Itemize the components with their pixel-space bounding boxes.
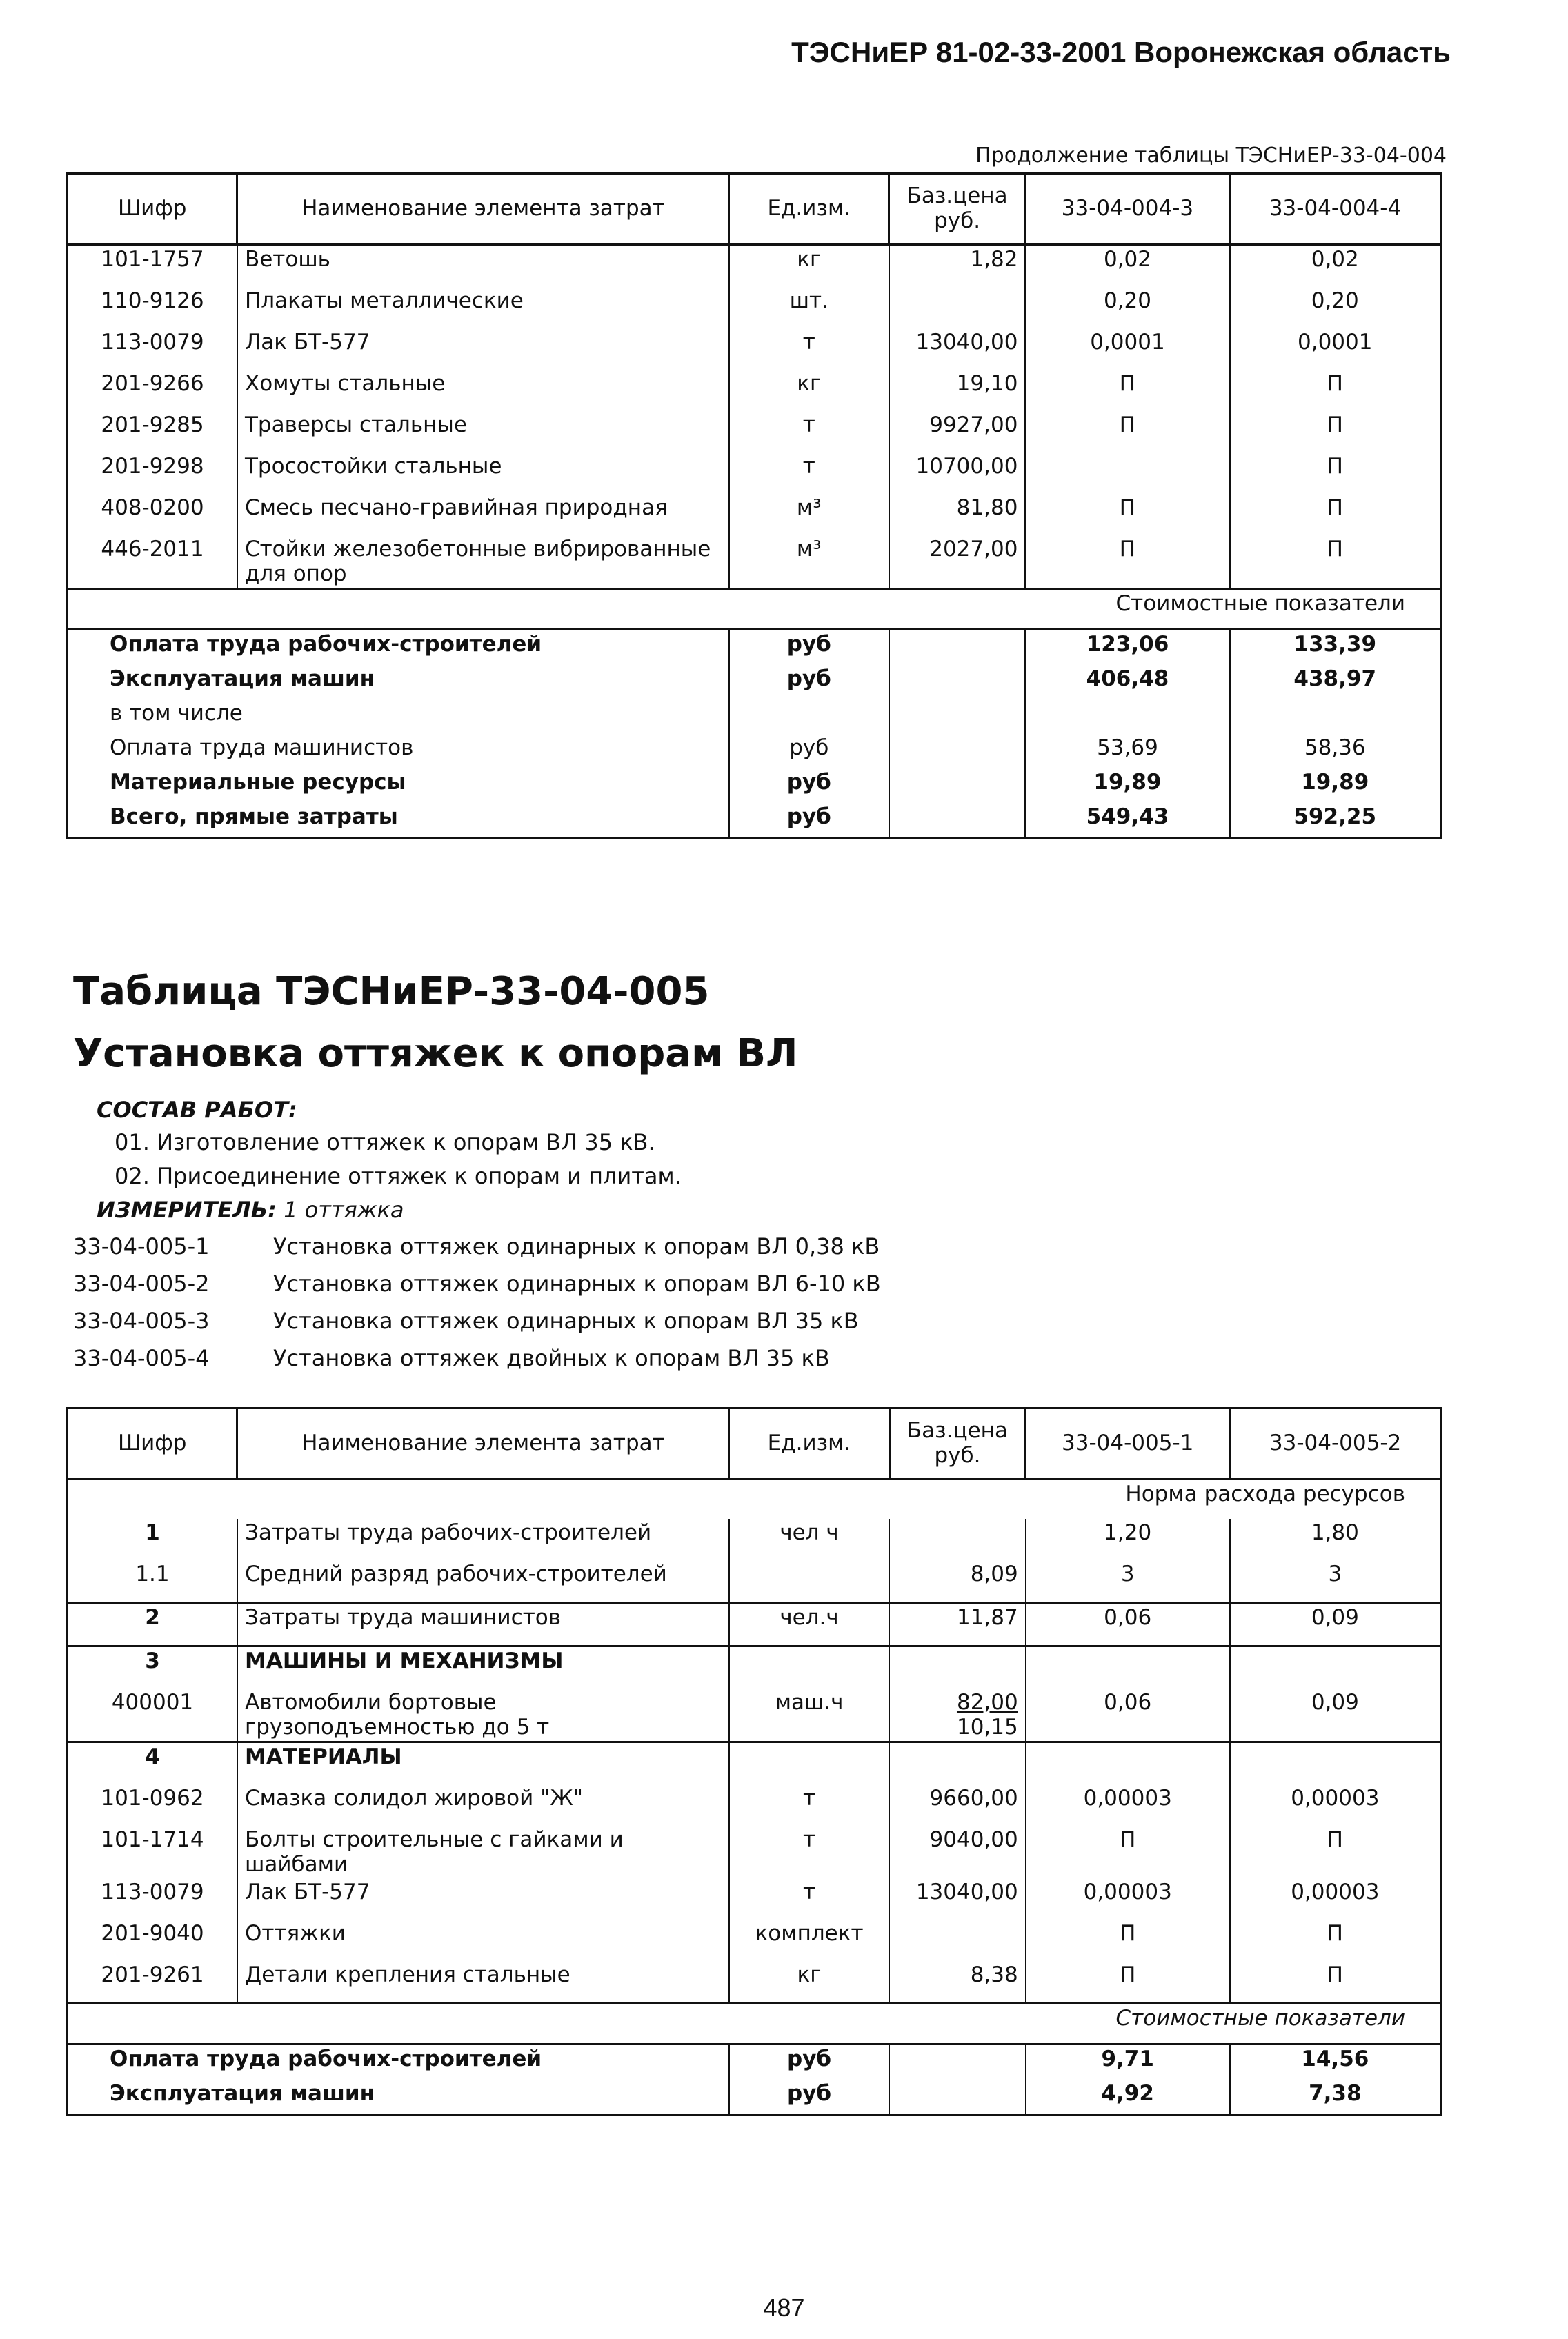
col-header-unit: Ед.изм. — [729, 174, 889, 245]
cost-indicators-label — [68, 589, 1441, 630]
table-row — [68, 245, 1441, 288]
cost-row — [68, 2044, 1441, 2080]
row-unit: т — [729, 411, 889, 452]
row-code: 446-2011 — [68, 535, 237, 589]
row-price — [889, 1689, 1026, 1742]
table-row — [68, 370, 1441, 411]
row-name: Лак БТ-577 — [237, 328, 729, 370]
row-unit: кг — [729, 1961, 889, 2004]
work-composition-label: СОСТАВ РАБОТ: — [97, 1097, 297, 1123]
row-code: 101-0962 — [68, 1784, 237, 1826]
row-value-1: П — [1025, 411, 1229, 452]
norm-item — [73, 1233, 880, 1260]
col-header-name: Наименование элемента затрат — [237, 1409, 729, 1480]
table-row — [68, 1519, 1441, 1560]
row-value-2: 0,02 — [1230, 245, 1441, 288]
table-row — [68, 1742, 1441, 1785]
row-value-1: 0,00003 — [1026, 1784, 1230, 1826]
cost-indicators-label-text: Стоимостные показатели — [68, 589, 1441, 630]
work-step: 02. Присоединение оттяжек к опорам и плитам. — [115, 1163, 682, 1189]
table-row — [68, 452, 1441, 494]
row-name: Оттяжки — [237, 1920, 729, 1961]
norm-item — [73, 1345, 830, 1371]
row-value-2: П — [1230, 1826, 1441, 1878]
row-price: 11,87 — [889, 1603, 1026, 1646]
row-code: 1 — [68, 1519, 237, 1560]
table-row — [68, 411, 1441, 452]
measure-unit — [97, 1197, 404, 1223]
table-row — [68, 494, 1441, 535]
norm-item-code: 33-04-005-1 — [73, 1233, 210, 1260]
row-code: 101-1757 — [68, 245, 237, 288]
table-row — [68, 1878, 1441, 1920]
cost-row — [68, 2080, 1441, 2116]
cost-value-2 — [1230, 699, 1441, 734]
resource-table-33-04-005 — [66, 1407, 1442, 2116]
cost-price-empty — [889, 803, 1026, 839]
row-name: Смесь песчано-гравийная природная — [237, 494, 729, 535]
row-name: Ветошь — [237, 245, 729, 288]
table-row — [68, 1603, 1441, 1646]
row-code: 201-9298 — [68, 452, 237, 494]
row-unit: кг — [729, 370, 889, 411]
row-price — [889, 1920, 1026, 1961]
table-row — [68, 1689, 1441, 1742]
row-price: 81,80 — [889, 494, 1026, 535]
row-unit: комплект — [729, 1920, 889, 1961]
row-value-1 — [1025, 452, 1229, 494]
row-value-2: 0,09 — [1230, 1603, 1441, 1646]
row-unit: чел.ч — [729, 1603, 889, 1646]
cost-name: Эксплуатация машин — [68, 2080, 729, 2116]
row-value-2: 0,00003 — [1230, 1878, 1441, 1920]
row-value-1: 1,20 — [1026, 1519, 1230, 1560]
cost-value-1: 123,06 — [1025, 630, 1229, 666]
norm-item-code: 33-04-005-3 — [73, 1308, 210, 1334]
row-value-2: 0,20 — [1230, 287, 1441, 328]
cost-row — [68, 665, 1441, 699]
cost-value-1 — [1025, 699, 1229, 734]
row-price: 10700,00 — [889, 452, 1026, 494]
row-price: 19,10 — [889, 370, 1026, 411]
cost-value-1: 9,71 — [1026, 2044, 1230, 2080]
row-value-1: 0,02 — [1025, 245, 1229, 288]
row-price: 13040,00 — [889, 1878, 1026, 1920]
table-row — [68, 535, 1441, 589]
col-header-variant-1: 33-04-004-3 — [1025, 174, 1229, 245]
norm-item-text: Установка оттяжек одинарных к опорам ВЛ 0,38 кВ — [273, 1233, 880, 1260]
cost-name: Оплата труда рабочих-строителей — [68, 2044, 729, 2080]
cost-unit: руб — [729, 2044, 889, 2080]
price-secondary: 10,15 — [956, 1715, 1018, 1740]
row-unit — [729, 1646, 889, 1689]
cost-price-empty — [889, 699, 1026, 734]
row-name: МАШИНЫ И МЕХАНИЗМЫ — [237, 1646, 729, 1689]
row-value-2 — [1230, 1646, 1441, 1689]
row-value-1: 3 — [1026, 1560, 1230, 1603]
row-code: 400001 — [68, 1689, 237, 1742]
row-price: 1,82 — [889, 245, 1026, 288]
cost-price-empty — [889, 630, 1026, 666]
row-name: Траверсы стальные — [237, 411, 729, 452]
row-name: Лак БТ-577 — [237, 1878, 729, 1920]
cost-value-1: 4,92 — [1026, 2080, 1230, 2116]
row-value-1: 0,06 — [1026, 1603, 1230, 1646]
cost-value-1: 549,43 — [1025, 803, 1229, 839]
row-unit: т — [729, 1878, 889, 1920]
cost-indicators-label — [68, 2004, 1441, 2044]
row-name: Детали крепления стальные — [237, 1961, 729, 2004]
row-value-2: П — [1230, 452, 1441, 494]
cost-value-2: 7,38 — [1230, 2080, 1441, 2116]
row-code: 4 — [68, 1742, 237, 1785]
norm-item-text: Установка оттяжек одинарных к опорам ВЛ 35 кВ — [273, 1308, 859, 1334]
page-number: 487 — [763, 2293, 805, 2322]
row-unit: т — [729, 328, 889, 370]
cost-row — [68, 734, 1441, 768]
cost-unit: руб — [729, 803, 889, 839]
row-unit: т — [729, 452, 889, 494]
cost-price-empty — [889, 768, 1026, 803]
row-unit: кг — [729, 245, 889, 288]
cost-unit: руб — [729, 2080, 889, 2116]
cost-value-2: 19,89 — [1230, 768, 1441, 803]
row-value-1: П — [1025, 370, 1229, 411]
row-code: 2 — [68, 1603, 237, 1646]
norm-item — [73, 1271, 881, 1297]
row-code: 110-9126 — [68, 287, 237, 328]
row-name: Тросостойки стальные — [237, 452, 729, 494]
col-header-variant-2: 33-04-004-4 — [1230, 174, 1441, 245]
row-value-2: П — [1230, 1920, 1441, 1961]
cost-value-2: 14,56 — [1230, 2044, 1441, 2080]
table-row — [68, 287, 1441, 328]
work-step: 01. Изготовление оттяжек к опорам ВЛ 35 кВ. — [115, 1129, 655, 1155]
cost-indicators-label-text: Стоимостные показатели — [68, 2004, 1441, 2044]
cost-value-2: 58,36 — [1230, 734, 1441, 768]
cost-name: Эксплуатация машин — [68, 665, 729, 699]
row-name: Затраты труда рабочих-строителей — [237, 1519, 729, 1560]
row-value-1 — [1026, 1646, 1230, 1689]
cost-name: Всего, прямые затраты — [68, 803, 729, 839]
row-value-1: 0,0001 — [1025, 328, 1229, 370]
row-name: Болты строительные с гайками и шайбами — [237, 1826, 729, 1878]
col-header-variant-1: 33-04-005-1 — [1026, 1409, 1230, 1480]
cost-price-empty — [889, 734, 1026, 768]
cost-name: Оплата труда рабочих-строителей — [68, 630, 729, 666]
row-price: 9040,00 — [889, 1826, 1026, 1878]
table-row — [68, 1646, 1441, 1689]
row-code: 113-0079 — [68, 1878, 237, 1920]
row-name: Смазка солидол жировой "Ж" — [237, 1784, 729, 1826]
table-header-row — [68, 1409, 1441, 1480]
row-unit: шт. — [729, 287, 889, 328]
row-name: Хомуты стальные — [237, 370, 729, 411]
cost-price-empty — [889, 665, 1026, 699]
row-code: 201-9040 — [68, 1920, 237, 1961]
table-body — [68, 245, 1441, 839]
row-value-1: 0,00003 — [1026, 1878, 1230, 1920]
row-value-1: П — [1026, 1826, 1230, 1878]
cost-unit: руб — [729, 768, 889, 803]
row-value-2: 0,09 — [1230, 1689, 1441, 1742]
row-value-2: 3 — [1230, 1560, 1441, 1603]
row-unit: чел ч — [729, 1519, 889, 1560]
col-header-unit: Ед.изм. — [729, 1409, 889, 1480]
table-subtitle: Установка оттяжек к опорам ВЛ — [73, 1031, 798, 1076]
row-unit: т — [729, 1826, 889, 1878]
row-name: Средний разряд рабочих-строителей — [237, 1560, 729, 1603]
row-price: 2027,00 — [889, 535, 1026, 589]
cost-unit: руб — [729, 734, 889, 768]
norm-item-text: Установка оттяжек двойных к опорам ВЛ 35 кВ — [273, 1345, 830, 1371]
row-price: 13040,00 — [889, 328, 1026, 370]
row-price — [889, 1519, 1026, 1560]
cost-price-empty — [889, 2080, 1026, 2116]
table-continuation-note: Продолжение таблицы ТЭСНиЕР-33-04-004 — [975, 143, 1447, 168]
row-value-1: П — [1026, 1961, 1230, 2004]
cost-value-1: 53,69 — [1025, 734, 1229, 768]
row-unit: маш.ч — [729, 1689, 889, 1742]
table-row — [68, 1784, 1441, 1826]
norm-label — [68, 1480, 1441, 1520]
table-row — [68, 1961, 1441, 2004]
row-price — [889, 287, 1026, 328]
row-value-1: П — [1026, 1920, 1230, 1961]
cost-name: в том числе — [68, 699, 729, 734]
cost-unit: руб — [729, 630, 889, 666]
row-value-1: 0,06 — [1026, 1689, 1230, 1742]
norm-item — [73, 1308, 859, 1334]
cost-row — [68, 630, 1441, 666]
norm-item-text: Установка оттяжек одинарных к опорам ВЛ 6-10 кВ — [273, 1271, 881, 1297]
row-name: МАТЕРИАЛЫ — [237, 1742, 729, 1785]
cost-price-empty — [889, 2044, 1026, 2080]
col-header-price: Баз.цена руб. — [889, 174, 1026, 245]
price-main: 82,00 — [956, 1690, 1018, 1715]
table-row — [68, 328, 1441, 370]
cost-value-2: 438,97 — [1230, 665, 1441, 699]
row-price: 8,09 — [889, 1560, 1026, 1603]
cost-row — [68, 768, 1441, 803]
row-price: 9927,00 — [889, 411, 1026, 452]
row-code: 408-0200 — [68, 494, 237, 535]
table-row — [68, 1920, 1441, 1961]
row-unit — [729, 1560, 889, 1603]
cost-value-2: 592,25 — [1230, 803, 1441, 839]
measure-unit-label: ИЗМЕРИТЕЛЬ: — [97, 1197, 277, 1223]
cost-name: Оплата труда машинистов — [68, 734, 729, 768]
row-code: 201-9285 — [68, 411, 237, 452]
row-value-2: П — [1230, 1961, 1441, 2004]
row-value-1: П — [1025, 494, 1229, 535]
row-price — [889, 1646, 1026, 1689]
row-value-2: П — [1230, 535, 1441, 589]
cost-name: Материальные ресурсы — [68, 768, 729, 803]
row-value-1: П — [1025, 535, 1229, 589]
cost-value-2: 133,39 — [1230, 630, 1441, 666]
row-code: 101-1714 — [68, 1826, 237, 1878]
row-code: 1.1 — [68, 1560, 237, 1603]
col-header-price: Баз.цена руб. — [889, 1409, 1026, 1480]
table-body — [68, 1480, 1441, 2116]
cost-unit: руб — [729, 665, 889, 699]
row-code: 201-9266 — [68, 370, 237, 411]
row-unit — [729, 1742, 889, 1785]
row-value-2: П — [1230, 494, 1441, 535]
cost-row — [68, 803, 1441, 839]
row-unit: м³ — [729, 494, 889, 535]
row-value-2: 0,00003 — [1230, 1784, 1441, 1826]
row-value-2 — [1230, 1742, 1441, 1785]
row-code: 201-9261 — [68, 1961, 237, 2004]
row-value-2: 1,80 — [1230, 1519, 1441, 1560]
row-price: 9660,00 — [889, 1784, 1026, 1826]
document-header: ТЭСНиЕР 81-02-33-2001 Воронежская область — [791, 36, 1451, 68]
row-price — [889, 1742, 1026, 1785]
row-unit: м³ — [729, 535, 889, 589]
cost-value-1: 19,89 — [1025, 768, 1229, 803]
row-value-2: 0,0001 — [1230, 328, 1441, 370]
col-header-name: Наименование элемента затрат — [237, 174, 729, 245]
row-unit: т — [729, 1784, 889, 1826]
row-name: Стойки железобетонные вибрированные для опор — [237, 535, 729, 589]
table-header-row — [68, 174, 1441, 245]
cost-unit — [729, 699, 889, 734]
row-name: Автомобили бортовые грузоподъемностью до 5 т — [237, 1689, 729, 1742]
row-name: Плакаты металлические — [237, 287, 729, 328]
table-row — [68, 1560, 1441, 1603]
row-name: Затраты труда машинистов — [237, 1603, 729, 1646]
row-value-1: 0,20 — [1025, 287, 1229, 328]
col-header-code: Шифр — [68, 1409, 237, 1480]
row-price: 8,38 — [889, 1961, 1026, 2004]
row-code: 113-0079 — [68, 328, 237, 370]
col-header-code: Шифр — [68, 174, 237, 245]
norm-label-text: Норма расхода ресурсов — [68, 1480, 1441, 1520]
row-code: 3 — [68, 1646, 237, 1689]
table-row — [68, 1826, 1441, 1878]
row-value-2: П — [1230, 370, 1441, 411]
cost-row — [68, 699, 1441, 734]
resource-table-33-04-004 — [66, 172, 1442, 839]
col-header-variant-2: 33-04-005-2 — [1230, 1409, 1441, 1480]
table-title: Таблица ТЭСНиЕР-33-04-005 — [73, 969, 710, 1014]
row-value-1 — [1026, 1742, 1230, 1785]
row-value-2: П — [1230, 411, 1441, 452]
norm-item-code: 33-04-005-4 — [73, 1345, 210, 1371]
norm-item-code: 33-04-005-2 — [73, 1271, 210, 1297]
measure-unit-value: 1 оттяжка — [284, 1197, 404, 1223]
cost-value-1: 406,48 — [1025, 665, 1229, 699]
